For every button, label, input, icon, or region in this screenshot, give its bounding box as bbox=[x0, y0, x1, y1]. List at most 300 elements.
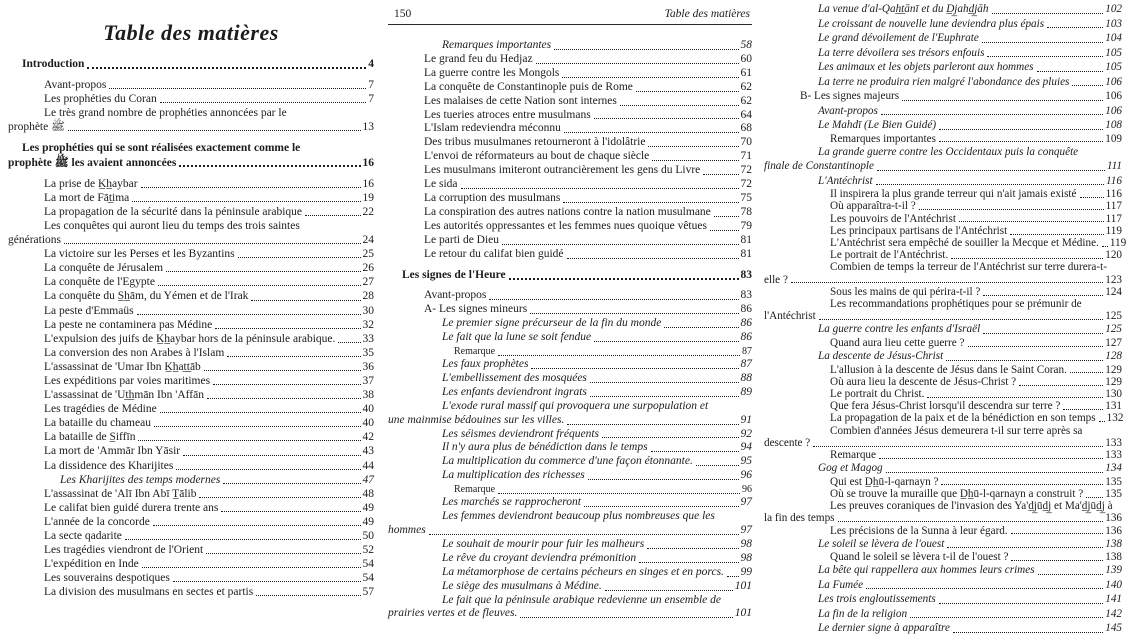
dot-leader bbox=[652, 160, 738, 161]
toc-entry bbox=[764, 500, 1122, 524]
dot-leader bbox=[183, 455, 360, 456]
toc-page-number: 98 bbox=[740, 537, 752, 550]
toc-entry-text: La multiplication des richesses bbox=[442, 469, 585, 482]
toc-page-number: 47 bbox=[362, 473, 374, 486]
toc-page-number: 108 bbox=[1105, 119, 1122, 131]
dot-leader bbox=[199, 497, 360, 498]
toc-entry bbox=[388, 483, 752, 496]
toc-entry-text: Les expéditions par voies maritimes bbox=[44, 374, 211, 387]
dot-leader bbox=[562, 77, 738, 78]
toc-page-number: 97 bbox=[740, 524, 752, 536]
toc-page-number: 98 bbox=[740, 551, 752, 564]
dot-leader bbox=[1011, 560, 1103, 561]
toc-page-number: 49 bbox=[362, 515, 374, 528]
toc-page-number: 78 bbox=[740, 205, 752, 218]
toc-page-right bbox=[764, 2, 1127, 636]
toc-entry-text: La bataille de S̲iffīn bbox=[44, 431, 136, 444]
dot-leader bbox=[204, 370, 361, 371]
toc-entry-row bbox=[764, 104, 1122, 119]
toc-page-number: 97 bbox=[740, 496, 752, 509]
toc-page-number: 13 bbox=[362, 121, 374, 134]
toc-entry-text: La propagation de la sécurité dans la péninsule arabique bbox=[44, 205, 303, 218]
toc-entry-text: Les tragédies de Médine bbox=[44, 403, 157, 416]
toc-entry-text: La propagation de la paix et de la bénédiction en son temps bbox=[830, 412, 1096, 425]
toc-entry-row bbox=[388, 150, 752, 164]
toc-page-number: 87 bbox=[742, 346, 752, 358]
toc-page-number: 58 bbox=[740, 39, 752, 51]
toc-page-number: 70 bbox=[740, 136, 752, 149]
dot-leader bbox=[502, 244, 738, 245]
toc-entry bbox=[764, 425, 1122, 449]
toc-page-number: 125 bbox=[1105, 323, 1122, 336]
toc-page-number: 117 bbox=[1105, 200, 1122, 213]
toc-entry-text: La victoire sur les Perses et les Byzantins bbox=[44, 248, 235, 261]
toc-entry-text: Les principaux partisans de l'Antéchrist bbox=[830, 224, 1008, 237]
toc-entry-text: La conquête de Constantinople puis de Rome bbox=[424, 80, 633, 93]
dot-leader bbox=[866, 588, 1103, 589]
toc-page-number: 40 bbox=[362, 417, 374, 430]
toc-entry bbox=[388, 220, 752, 234]
toc-page-number: 120 bbox=[1105, 249, 1122, 262]
toc-entry-row bbox=[764, 364, 1122, 376]
toc-entry-text: Le dernier signe à apparaître bbox=[818, 622, 950, 635]
toc-entry bbox=[388, 358, 752, 372]
toc-entry bbox=[8, 585, 374, 599]
toc-entry-text: finale de Constantinople bbox=[764, 160, 875, 173]
toc-entry-text: Gog et Magog bbox=[818, 462, 883, 475]
toc-entry-row bbox=[388, 206, 752, 220]
dot-leader bbox=[179, 165, 360, 167]
toc-entry bbox=[388, 122, 752, 136]
dot-leader bbox=[714, 216, 739, 217]
toc-entry bbox=[764, 376, 1122, 388]
toc-page-number: 117 bbox=[1105, 212, 1122, 225]
toc-entry bbox=[764, 476, 1122, 488]
toc-page-number: 26 bbox=[362, 262, 374, 275]
toc-entry bbox=[388, 317, 752, 331]
toc-entry bbox=[388, 372, 752, 386]
toc-page-number: 104 bbox=[1105, 32, 1122, 44]
toc-page-number: 42 bbox=[362, 431, 374, 444]
toc-entry-row bbox=[8, 275, 374, 289]
toc-entry bbox=[388, 53, 752, 67]
toc-page-number: 44 bbox=[362, 459, 374, 472]
toc-entry-row bbox=[764, 133, 1122, 145]
toc-entry-row bbox=[8, 459, 374, 473]
toc-entry bbox=[764, 337, 1122, 349]
toc-entry bbox=[764, 213, 1122, 225]
toc-entry-row bbox=[8, 557, 374, 571]
toc-entry-row bbox=[388, 220, 752, 234]
dot-leader bbox=[137, 314, 361, 315]
dot-leader bbox=[959, 221, 1104, 222]
toc-entry-text: Le portrait de l'Antéchrist. bbox=[830, 249, 949, 262]
dot-leader bbox=[1080, 197, 1104, 198]
toc-entry-text: Où aura lieu la descente de Jésus-Christ ? bbox=[830, 375, 1017, 388]
toc-entry bbox=[764, 174, 1122, 189]
dot-leader bbox=[876, 184, 1104, 185]
toc-entry-row bbox=[8, 571, 374, 585]
toc-entry-text: Le califat bien guidé durera trente ans bbox=[44, 501, 219, 514]
toc-entry bbox=[8, 205, 374, 219]
toc-entry bbox=[388, 289, 752, 303]
toc-entry-text: Introduction bbox=[22, 58, 85, 70]
toc-entry-row bbox=[764, 621, 1122, 636]
toc-page-number: 116 bbox=[1105, 188, 1122, 201]
dot-leader bbox=[64, 243, 360, 244]
toc-page-number: 75 bbox=[740, 191, 752, 204]
toc-entry-row bbox=[764, 592, 1122, 607]
toc-entry-row bbox=[764, 412, 1122, 424]
toc-entry-text: la fin des temps bbox=[764, 512, 835, 525]
toc-entry bbox=[764, 525, 1122, 537]
toc-entry-row bbox=[388, 414, 752, 428]
toc-entry-text: Des tribus musulmanes retourneront à l'idolâtrie bbox=[424, 136, 646, 149]
toc-entry-row bbox=[8, 191, 374, 205]
toc-entry-text: Les pouvoirs de l'Antéchrist bbox=[830, 212, 956, 225]
toc-entry-row bbox=[764, 60, 1122, 75]
toc-page-number: 72 bbox=[740, 178, 752, 191]
toc-entry bbox=[764, 551, 1122, 563]
toc-entry-text: Le sida bbox=[424, 178, 458, 191]
toc-entry-text: La guerre contre les enfants d'Israël bbox=[818, 323, 981, 336]
toc-page-number: 36 bbox=[362, 360, 374, 373]
toc-entry-text: L'Antéchrist sera empêché de souiller la Mecque et Médine. bbox=[830, 237, 1099, 250]
toc-entry-row bbox=[764, 2, 1122, 17]
toc-entry bbox=[764, 607, 1122, 622]
dot-leader bbox=[498, 493, 740, 494]
toc-entry bbox=[764, 400, 1122, 412]
toc-entry-row bbox=[764, 563, 1122, 578]
toc-entry bbox=[764, 578, 1122, 593]
toc-entry bbox=[764, 225, 1122, 237]
toc-page-number: 130 bbox=[1105, 388, 1122, 401]
dot-leader bbox=[221, 511, 360, 512]
toc-entry-text: L'assassinat de 'Ut̲h̲mān Ibn 'Affān bbox=[44, 389, 204, 402]
toc-entry-row bbox=[8, 304, 374, 318]
toc-entry-row bbox=[764, 200, 1122, 212]
dot-leader bbox=[1086, 497, 1103, 498]
toc-entry bbox=[8, 501, 374, 515]
toc-entry-row bbox=[8, 205, 374, 219]
toc-entry-row bbox=[764, 537, 1122, 552]
toc-entry-text: Il n'y aura plus de bénédiction dans le temps bbox=[442, 441, 648, 454]
toc-entry bbox=[764, 461, 1122, 476]
dot-leader bbox=[564, 132, 739, 133]
toc-page-number: 37 bbox=[362, 374, 374, 387]
toc-page-number: 28 bbox=[362, 290, 374, 303]
toc-entry-row bbox=[8, 289, 374, 303]
toc-entry bbox=[388, 386, 752, 400]
toc-entry-text: hommes bbox=[388, 524, 426, 536]
toc-page-number: 94 bbox=[740, 441, 752, 454]
toc-entry-row bbox=[8, 346, 374, 360]
dot-leader bbox=[648, 146, 738, 147]
toc-entry-row bbox=[388, 345, 752, 358]
toc-entry bbox=[388, 331, 752, 345]
dot-leader bbox=[703, 174, 738, 175]
dot-leader bbox=[554, 49, 738, 50]
toc-entry bbox=[8, 57, 374, 71]
toc-entry bbox=[8, 444, 374, 458]
toc-entry bbox=[388, 192, 752, 206]
toc-entry-row bbox=[8, 430, 374, 444]
toc-page-number: 106 bbox=[1105, 90, 1122, 102]
toc-entry-row bbox=[764, 274, 1122, 286]
dot-leader bbox=[939, 141, 1103, 142]
toc-entry-row bbox=[388, 331, 752, 345]
toc-page-number: 4 bbox=[368, 58, 374, 70]
toc-entry bbox=[8, 289, 374, 303]
toc-entry-row bbox=[764, 237, 1127, 250]
toc-entry-text: A- Les signes mineurs bbox=[424, 303, 528, 316]
toc-entry bbox=[8, 571, 374, 585]
toc-entry-text: Le siège des musulmans à Médine. bbox=[442, 579, 602, 592]
toc-entry-text: La mort de 'Ammār Ibn Yāsir bbox=[44, 445, 181, 458]
toc-entry-text: La conquête de l'Egypte bbox=[44, 276, 155, 289]
toc-entry bbox=[8, 304, 374, 318]
toc-entry bbox=[8, 402, 374, 416]
toc-entry-text: Avant-propos bbox=[424, 289, 487, 302]
toc-entry-text: La guerre contre les Mongols bbox=[424, 66, 560, 79]
toc-entry-row bbox=[388, 580, 752, 594]
toc-page-number: 92 bbox=[740, 427, 752, 440]
toc-page-number: 40 bbox=[362, 403, 374, 416]
toc-entry-text: La métamorphose de certains pécheurs en singes et en porcs. bbox=[442, 565, 724, 578]
toc-entry-row bbox=[8, 416, 374, 430]
dot-leader bbox=[941, 484, 1103, 485]
toc-entry-text: Le portrait du Christ. bbox=[830, 388, 925, 401]
toc-page-number: 89 bbox=[740, 385, 752, 398]
toc-page-number: 16 bbox=[362, 156, 374, 169]
toc-page-number: 62 bbox=[740, 94, 752, 107]
toc-entry-row bbox=[8, 585, 374, 599]
toc-entry bbox=[764, 364, 1122, 376]
dot-leader bbox=[819, 319, 1103, 320]
toc-page-number: 136 bbox=[1105, 524, 1122, 537]
dot-leader bbox=[982, 42, 1103, 43]
toc-entry bbox=[764, 621, 1122, 636]
dot-leader bbox=[983, 295, 1103, 296]
toc-page-number: 101 bbox=[734, 579, 752, 592]
dot-leader bbox=[1063, 409, 1103, 410]
toc-entry-text: La grande guerre contre les Occidentaux puis la conquête bbox=[818, 145, 1079, 158]
toc-page-number: 86 bbox=[740, 331, 752, 344]
dot-leader bbox=[1072, 85, 1103, 86]
dot-leader bbox=[461, 188, 739, 189]
dot-leader bbox=[215, 328, 360, 329]
toc-page-number: 133 bbox=[1105, 436, 1122, 449]
dot-leader bbox=[531, 368, 738, 369]
toc-entry-text: Les musulmans imiteront outrancièrement les gens du Livre bbox=[424, 164, 701, 177]
toc-page-number: 95 bbox=[740, 455, 752, 468]
toc-entry bbox=[764, 75, 1122, 90]
dot-leader bbox=[498, 355, 740, 356]
toc-entry-text: Il inspirera la plus grande terreur qui n'ait jamais existé bbox=[830, 188, 1077, 201]
toc-page-number: 135 bbox=[1105, 475, 1122, 488]
toc-entry-row bbox=[388, 524, 752, 538]
toc-page-number: 68 bbox=[740, 122, 752, 135]
toc-entry-row bbox=[388, 234, 752, 248]
toc-entry-row bbox=[388, 67, 752, 81]
toc-entry bbox=[388, 206, 752, 220]
dot-leader bbox=[594, 341, 738, 342]
toc-entry bbox=[764, 200, 1122, 212]
toc-entry-row bbox=[764, 75, 1122, 90]
dot-leader bbox=[590, 396, 739, 397]
toc-entry-row bbox=[388, 269, 752, 283]
toc-page-middle bbox=[388, 6, 752, 621]
dot-leader bbox=[983, 333, 1103, 334]
toc-page-number: 83 bbox=[740, 289, 752, 302]
toc-entry bbox=[388, 400, 752, 428]
toc-entry bbox=[388, 580, 752, 594]
toc-entry-row bbox=[388, 469, 752, 483]
dot-leader bbox=[489, 299, 738, 300]
toc-entry-text: Les marchés se rapprocheront bbox=[442, 496, 581, 509]
toc-entry bbox=[8, 247, 374, 261]
toc-entry bbox=[764, 537, 1122, 552]
dot-leader bbox=[696, 465, 739, 466]
toc-entry-text: prophète ﷺ les avaient annoncées bbox=[8, 156, 177, 169]
toc-entry bbox=[8, 388, 374, 402]
toc-entry-text: B- Les signes majeurs bbox=[800, 90, 900, 102]
toc-entry-row bbox=[8, 487, 374, 501]
toc-page-number: 124 bbox=[1105, 285, 1122, 298]
dot-leader bbox=[647, 548, 738, 549]
toc-entry bbox=[764, 60, 1122, 75]
toc-entry-row bbox=[388, 372, 752, 386]
toc-entry bbox=[388, 136, 752, 150]
toc-page-number: 116 bbox=[1106, 174, 1122, 187]
dot-leader bbox=[664, 327, 738, 328]
toc-entry-row bbox=[388, 109, 752, 123]
toc-page-number: 62 bbox=[740, 80, 752, 93]
dot-leader bbox=[605, 590, 733, 591]
toc-entries-right bbox=[764, 2, 1127, 636]
toc-entry bbox=[388, 510, 752, 538]
toc-entry-row bbox=[388, 178, 752, 192]
toc-entry-text: Avant-propos bbox=[818, 104, 878, 117]
toc-entry-row bbox=[388, 122, 752, 136]
dot-leader bbox=[567, 258, 739, 259]
toc-entry bbox=[8, 374, 374, 388]
dot-leader bbox=[1038, 574, 1104, 575]
toc-entry bbox=[764, 261, 1122, 285]
toc-entry-text: Les séismes deviendront fréquents bbox=[442, 427, 600, 440]
toc-entry-text: La terre ne produira rien malgré l'abondance des pluies bbox=[818, 75, 1070, 88]
toc-entry-row bbox=[388, 538, 752, 552]
toc-entry bbox=[388, 455, 752, 469]
toc-entry-row bbox=[8, 120, 374, 134]
toc-entry bbox=[388, 303, 752, 317]
toc-entry bbox=[388, 594, 752, 622]
dot-leader bbox=[877, 170, 1105, 171]
toc-entry-row bbox=[764, 225, 1122, 237]
dot-leader bbox=[588, 479, 739, 480]
dot-leader bbox=[176, 469, 360, 470]
dot-leader bbox=[158, 285, 361, 286]
dot-leader bbox=[530, 313, 738, 314]
toc-entry-text: Avant-propos bbox=[44, 79, 107, 92]
toc-page-number: 22 bbox=[362, 205, 374, 218]
toc-entry-text: Les prophéties qui se sont réalisées exactement comme le bbox=[22, 142, 301, 155]
toc-entry-row bbox=[388, 53, 752, 67]
toc-entry-text: Le soleil se lèvera de l'ouest bbox=[818, 537, 945, 550]
toc-entry-row bbox=[764, 388, 1122, 400]
dot-leader bbox=[813, 446, 1103, 447]
toc-entry bbox=[764, 388, 1122, 400]
toc-page-number: 54 bbox=[362, 572, 374, 585]
toc-entry-text: prairies vertes et de fleuves. bbox=[388, 607, 518, 620]
toc-entry-text: Remarque bbox=[454, 346, 496, 358]
dot-leader bbox=[1037, 71, 1104, 72]
toc-entry bbox=[388, 469, 752, 483]
toc-entry-text: La prise de K̲h̲aybar bbox=[44, 177, 138, 190]
toc-entry-row bbox=[8, 473, 374, 487]
toc-page-number: 25 bbox=[362, 248, 374, 261]
toc-entry-row bbox=[388, 607, 752, 621]
toc-page-number: 49 bbox=[362, 501, 374, 514]
toc-entry-text: L'allusion à la descente de Jésus dans le Saint Coran. bbox=[830, 363, 1067, 376]
toc-entry bbox=[388, 95, 752, 109]
dot-leader bbox=[1047, 27, 1103, 28]
toc-entry-row bbox=[8, 78, 374, 92]
dot-leader bbox=[125, 539, 361, 540]
dot-leader bbox=[206, 553, 360, 554]
toc-page-number: 16 bbox=[362, 177, 374, 190]
toc-page-number: 109 bbox=[1105, 132, 1122, 145]
toc-entry-text: La division des musulmans en sectes et partis bbox=[44, 586, 254, 599]
dot-leader bbox=[927, 397, 1103, 398]
toc-entry bbox=[388, 164, 752, 178]
dot-leader bbox=[968, 346, 1104, 347]
toc-entry-row bbox=[8, 318, 374, 332]
toc-entry-text: Les souverains despotiques bbox=[44, 572, 170, 585]
dot-leader bbox=[910, 617, 1103, 618]
toc-entry bbox=[8, 543, 374, 557]
dot-leader bbox=[1011, 533, 1104, 534]
toc-entry-row bbox=[8, 402, 374, 416]
toc-entry-text: Le croissant de nouvelle lune deviendra plus épais bbox=[818, 17, 1045, 30]
toc-page-number: 96 bbox=[740, 469, 752, 482]
toc-entry-row bbox=[8, 233, 374, 247]
toc-entry-row bbox=[764, 461, 1122, 476]
toc-entry bbox=[764, 237, 1127, 250]
dot-leader bbox=[1099, 421, 1105, 422]
toc-page-number: 141 bbox=[1105, 593, 1122, 606]
toc-entry-row bbox=[764, 551, 1122, 563]
toc-page-number: 57 bbox=[362, 586, 374, 599]
toc-entry-row bbox=[388, 136, 752, 150]
toc-entry-row bbox=[388, 164, 752, 178]
toc-entry-text: La multiplication du commerce d'une façon étonnante. bbox=[442, 455, 693, 468]
toc-entry-text: L'exode rural massif qui provoquera une surpopulation et bbox=[442, 399, 709, 412]
toc-page-number: 24 bbox=[362, 234, 374, 247]
toc-entry-text: Sous les mains de qui périra-t-il ? bbox=[830, 285, 981, 298]
toc-entry-text: Le très grand nombre de prophéties annoncées par le bbox=[44, 107, 287, 120]
toc-page-number: 125 bbox=[1105, 310, 1122, 323]
toc-page-number: 81 bbox=[740, 247, 752, 260]
dot-leader bbox=[947, 547, 1103, 548]
toc-entry bbox=[388, 552, 752, 566]
dot-leader bbox=[590, 382, 739, 383]
toc-entry-text: La terre dévoilera ses trésors enfouis bbox=[818, 46, 985, 59]
toc-entry-text: Les enfants deviendront ingrats bbox=[442, 385, 587, 398]
toc-entry bbox=[764, 118, 1122, 133]
toc-entry-text: Les animaux et les objets parleront aux hommes bbox=[818, 61, 1034, 73]
header-page-number: 150 bbox=[394, 8, 412, 20]
